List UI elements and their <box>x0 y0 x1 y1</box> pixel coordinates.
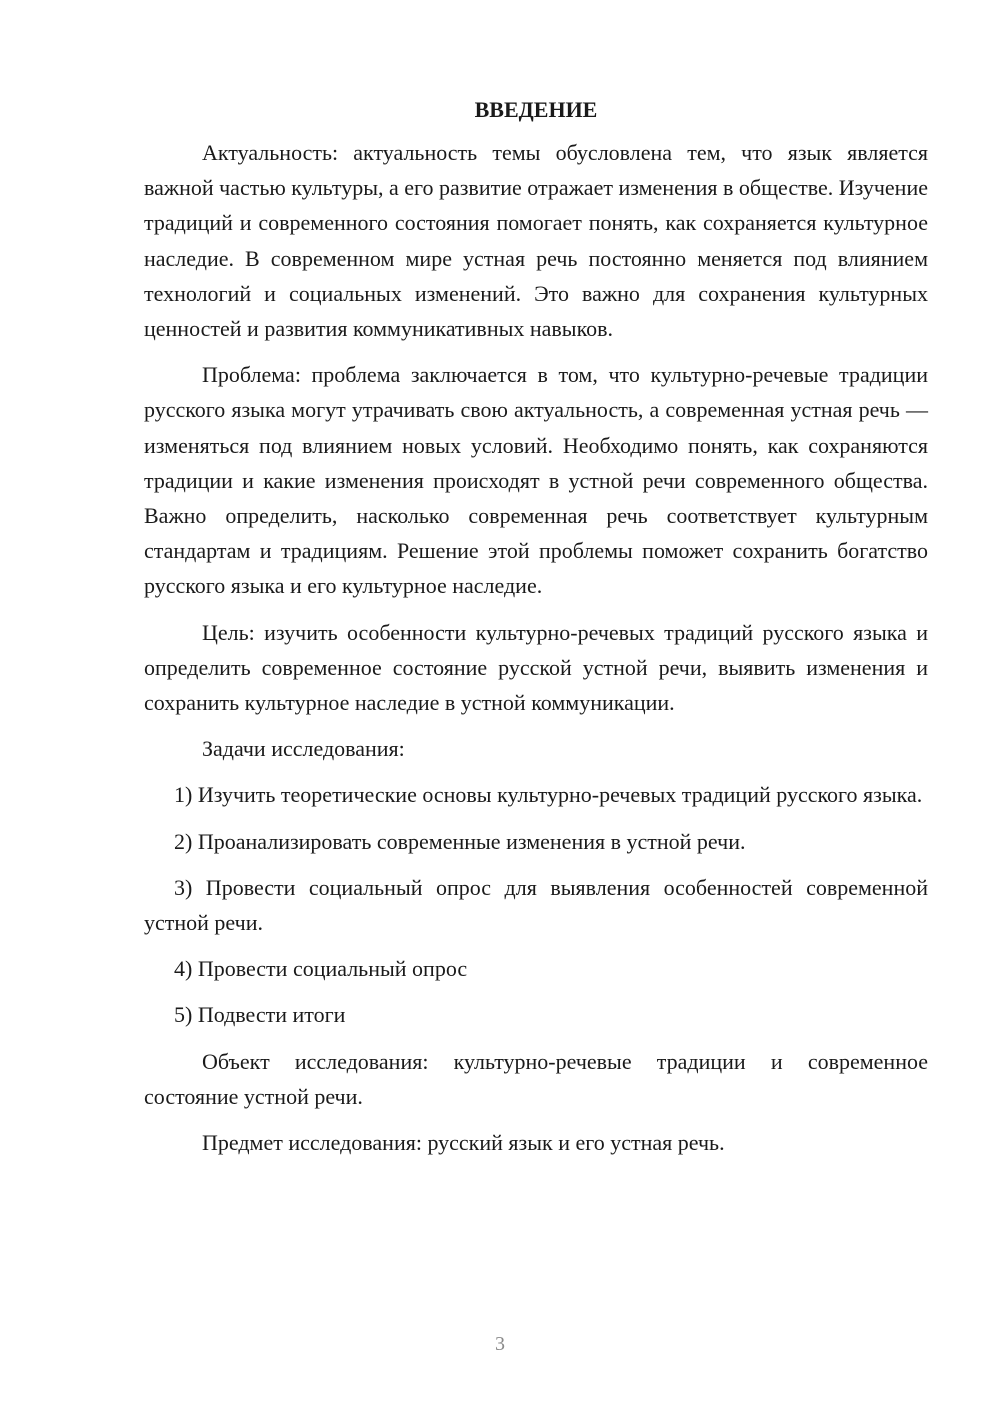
task-item: 1) Изучить теоретические основы культурно-речевых традиций русского языка. <box>174 782 923 808</box>
page-title: ВВЕДЕНИЕ <box>474 97 598 122</box>
relevance-paragraph: Актуальность: актуальность темы обусловлена тем, что язык является важной частью культуры, а его развитие отражает изменения в обществе. Изучение традиций и современного состояния помогает понять, как сохраняется культурное наследие. В современном мире устная речь постоянно меняется под влиянием технологий и социальных изменений. Это важно для сохранения культурных ценностей и развития коммуникативных навыков. <box>144 140 928 342</box>
object-paragraph: Объект исследования: культурно-речевые традиции и современное состояние устной речи. <box>144 1048 928 1109</box>
task-item: 3) Провести социальный опрос для выявления особенностей современной устной речи. <box>144 874 928 936</box>
problem-paragraph: Проблема: проблема заключается в том, что культурно-речевые традиции русского языка могут утрачивать свою актуальность, а современная устная речь — изменяться под влиянием новых условий. Необходимо понять, как сохраняются традиции и какие изменения происходят в устной речи современного общества. Важно определить, насколько современная речь соответствует культурным стандартам и традициям. Решение этой проблемы поможет сохранить богатство русского языка и его культурное наследие. <box>144 362 928 599</box>
document-body <box>144 92 928 1171</box>
task-item: 5) Подвести итоги <box>174 1002 346 1028</box>
task-item: 2) Проанализировать современные изменения в устной речи. <box>174 828 746 854</box>
tasks-heading: Задачи исследования: <box>202 736 405 762</box>
goal-paragraph: Цель: изучить особенности культурно-речевых традиций русского языка и определить современное состояние русской устной речи, выявить изменения и сохранить культурное наследие в устной коммуникации. <box>144 619 928 716</box>
task-item: 4) Провести социальный опрос <box>174 956 468 982</box>
subject-paragraph: Предмет исследования: русский язык и его устная речь. <box>202 1130 725 1156</box>
page-number: 3 <box>495 1333 505 1355</box>
